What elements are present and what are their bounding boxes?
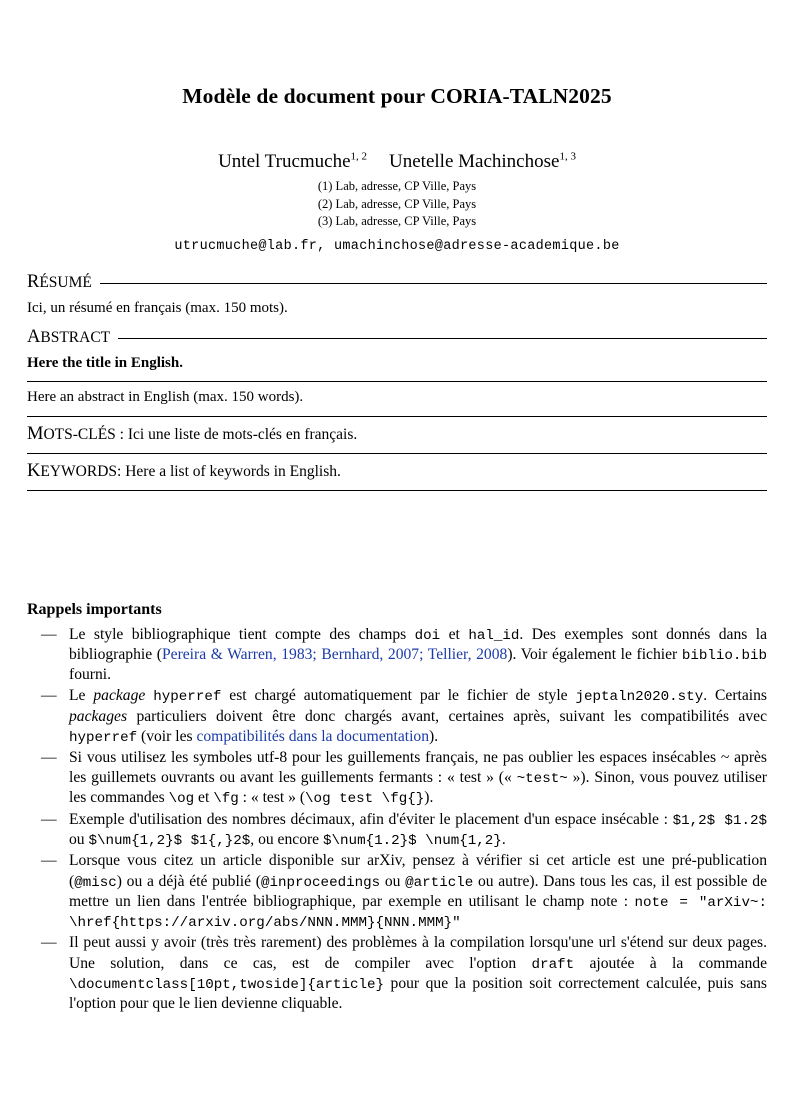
item1-text-1: Le style bibliographique tient compte des champs — [69, 625, 415, 643]
abstract-text: Here an abstract in English (max. 150 words). — [27, 389, 304, 406]
resume-heading-row — [27, 272, 767, 293]
keywords-heading: KEYWORDS — [27, 460, 118, 481]
author-1-name: Untel Trucmuche — [218, 151, 351, 173]
item5-code-inproceedings: @inproceedings — [260, 874, 381, 891]
reminder-list — [27, 625, 767, 1015]
item6-text-2: ajoutée à la commande — [574, 954, 767, 972]
author-line — [27, 151, 767, 173]
page-title: Modèle de document pour CORIA-TALN2025 — [182, 84, 612, 108]
documentation-link[interactable]: compatibilités dans la documentation — [196, 727, 430, 745]
keywords-divider-mid — [27, 453, 767, 454]
item3-text-5: ). — [424, 789, 434, 807]
item3-text-3: et — [194, 789, 214, 807]
motscles-line — [27, 424, 767, 445]
item1-text-5: fourni. — [69, 666, 112, 684]
item2-code-hyperref: hyperref — [153, 689, 222, 706]
resume-heading: RÉSUMÉ — [27, 272, 92, 293]
author-1 — [218, 151, 367, 172]
item2-text-5: (voir les — [137, 727, 197, 745]
item3-code-og: \og — [168, 791, 195, 808]
keywords-text: Here a list of keywords in English. — [125, 462, 341, 480]
item5-code-article: @article — [405, 874, 474, 891]
item4-code-2: $\num{1,2}$ $1{,}2$ — [88, 833, 251, 850]
item6-text-3: pour que la position soit correctement calculée, puis sans l'option pour que le lien devienne cliquable. — [69, 974, 767, 1013]
item5-code-misc: @misc — [74, 874, 117, 891]
author-emails: utrucmuche@lab.fr, umachinchose@adresse-academique.be — [174, 239, 620, 255]
item2-code-hyperref2: hyperref — [69, 729, 138, 746]
item3-code-1: ~test~ — [516, 771, 568, 788]
item1-text-2: et — [440, 625, 469, 643]
item3-text-4: : « test » ( — [238, 789, 306, 807]
abstract-block — [27, 272, 767, 491]
abstract-english-title: Here the title in English. — [27, 354, 183, 371]
resume-text: Ici, un résumé en français (max. 150 mots). — [27, 300, 288, 317]
item3-text-2: »). Sinon, vous pouvez utiliser les commandes — [69, 769, 767, 807]
item4-code-3: $\num{1.2}$ \num{1,2} — [323, 833, 502, 850]
item4-text-2: ou — [69, 831, 89, 849]
item1-code-doi: doi — [414, 627, 441, 644]
motscles-heading: MOTS-CLÉS — [27, 423, 116, 444]
vertical-spacer — [27, 491, 767, 601]
item4-code-1: $1,2$ $1.2$ — [672, 812, 767, 829]
author-2-affil-marker: 1, 3 — [559, 151, 576, 163]
item4-text-1: Exemple d'utilisation des nombres décimaux, afin d'éviter le placement d'un espace insécable : — [69, 810, 673, 828]
item2-text-1: Le — [69, 687, 94, 705]
item5-text-3: ou — [380, 872, 406, 890]
item2-code-sty: jeptaln2020.sty — [575, 689, 704, 706]
list-item — [27, 933, 767, 1014]
list-item — [27, 810, 767, 851]
item2-text-4: particuliers doivent être donc chargés avant, certaines après, suivant les compatibilités avec — [127, 707, 767, 725]
abstract-divider — [27, 381, 767, 382]
item6-text-1: Il peut aussi y avoir (très très rarement) des problèmes à la compilation lorsqu'une url s'étend sur deux pages. Une solution, dans ce cas, est de compiler avec l'option — [69, 934, 767, 972]
item5-text-1: Lorsque vous citez un article disponible sur arXiv, pensez à vérifier si cet article est une pré-publication ( — [69, 852, 767, 890]
author-2-name: Unetelle Machinchose — [389, 151, 560, 173]
item1-code-halid: hal_id — [468, 627, 520, 644]
list-item — [27, 851, 767, 932]
item5-text-4: ou autre). Dans tous les cas, il est possible de mettre un lien dans l'entrée bibliographique, par exemple en utilisant le champ note : — [69, 872, 768, 910]
item5-text-2: ) ou a déjà été publié ( — [116, 872, 261, 890]
item3-text-1: Si vous utilisez les symboles utf-8 pour les guillements français, ne pas oublier les espaces insécables ~ après les guillemets ouvrants ou avant les guillements fermants : « test » (« — [69, 749, 767, 787]
motscles-separator: : — [115, 425, 128, 443]
item3-code-ogfg: \og test \fg{} — [305, 791, 425, 808]
affiliation-2: (2) Lab, adresse, CP Ville, Pays — [317, 196, 477, 211]
section-heading: Rappels importants — [27, 600, 162, 618]
item5-code-note: note = "arXiv~: \href{https://arxiv.org/abs/NNN.MMM}{NNN.MMM}" — [69, 894, 767, 932]
item3-code-fg: \fg — [213, 791, 239, 808]
item4-text-4: . — [501, 831, 506, 849]
item1-text-3: . Des exemples sont donnés dans la bibliographie ( — [69, 625, 767, 663]
affiliation-3: (3) Lab, adresse, CP Ville, Pays — [317, 213, 477, 228]
motscles-text: Ici une liste de mots-clés en français. — [127, 425, 358, 443]
keywords-separator: : — [117, 462, 126, 480]
list-item — [27, 625, 767, 686]
item6-code-draft: draft — [531, 956, 575, 973]
keywords-divider-top — [27, 416, 767, 417]
author-1-affil-marker: 1, 2 — [350, 151, 368, 163]
item2-em-packages: packages — [69, 707, 128, 725]
item1-code-biblio: biblio.bib — [681, 647, 767, 664]
abstract-heading-row — [27, 327, 767, 348]
item4-text-3: , ou encore — [250, 831, 324, 849]
author-2 — [389, 151, 576, 172]
affiliation-1: (1) Lab, adresse, CP Ville, Pays — [317, 179, 477, 194]
resume-rule — [100, 283, 767, 284]
list-item — [27, 686, 767, 747]
item6-code-documentclass: \documentclass[10pt,twoside]{article} — [69, 976, 385, 993]
item1-text-4: ). Voir également le fichier — [507, 645, 682, 663]
affiliations — [27, 178, 767, 230]
citation-link[interactable]: Pereira & Warren, 1983; Bernhard, 2007; Tellier, 2008 — [161, 645, 508, 663]
item2-em-package: package — [93, 687, 146, 705]
keywords-line — [27, 461, 767, 482]
list-item — [27, 748, 767, 809]
item2-text-3: . Certains — [703, 687, 767, 705]
abstract-heading: ABSTRACT — [27, 326, 111, 347]
item2-text-6: ). — [429, 727, 439, 745]
abstract-rule — [118, 338, 767, 339]
item2-text-2: est chargé automatiquement par le fichier de style — [221, 687, 576, 705]
